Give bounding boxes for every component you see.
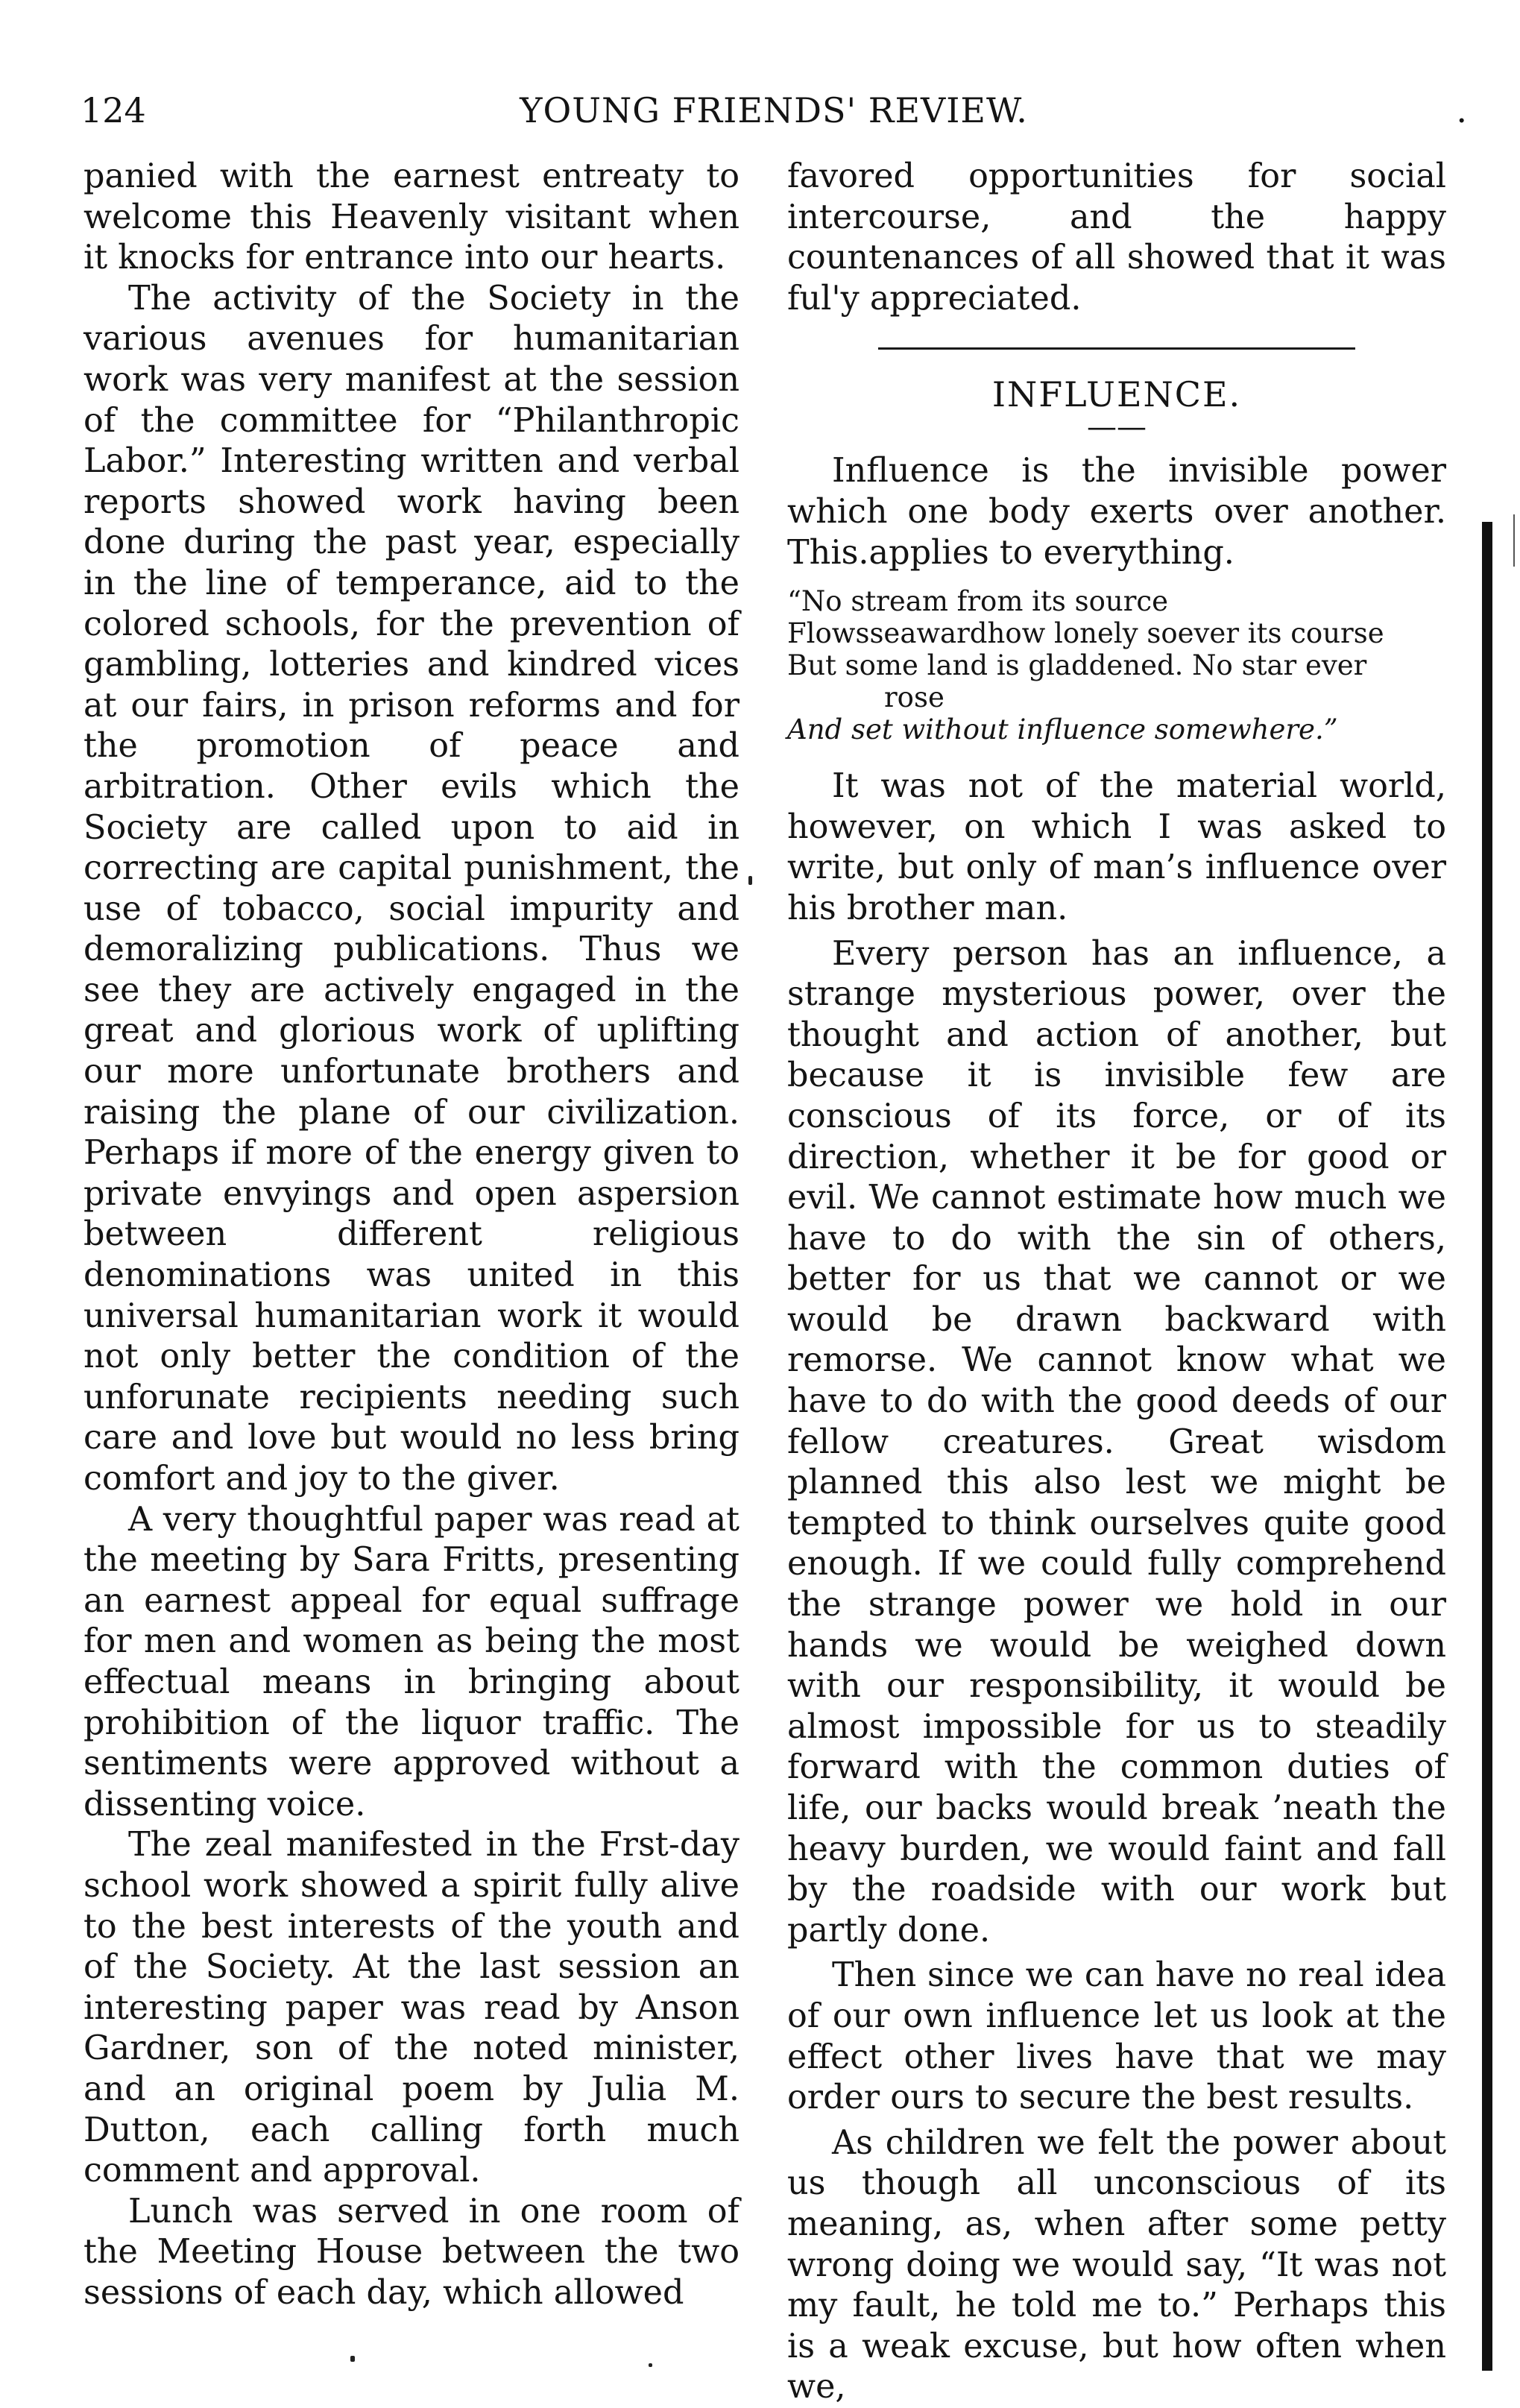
paragraph: As children we felt the power about us though all unconscious of its meaning, as, when after some petty wrong doing we would say, “It was not my fault, he told me to.” Perhaps this is a weak excuse, but how often when we, [787,2123,1446,2407]
page-header [81,88,1467,133]
poem-line: rose [884,681,945,714]
poem-quote [787,585,1446,746]
header-mark: . [1456,90,1467,130]
paragraph: The activity of the Society in the various avenues for humanitarian work was very manifest at the session of the committee for “Philanthropic Labor.” Interesting written and verbal reports showed work having been done during the past year, especially in the line of temperance, aid to the colored schools, for the prevention of gambling, lotteries and kindred vices at our fairs, in prison reforms and for the promotion of peace and arbitration. Other evils which the Society are called upon to aid in correcting are capital punishment, the use of tobacco, social impurity and demoralizing publications. Thus we see they are actively engaged in the great and glorious work of uplifting our more unfortunate brothers and raising the plane of our civilization. Perhaps if more of the energy given to private envyings and open aspersion between different religious denominations was united in this universal humanitarian work it would not only better the condition of the unforunate recipients needing such care and love but would no less bring comfort and joy to the giver. [83,279,739,1498]
poem-line: “No stream from its source [787,585,1169,618]
heading-dash: —— [1087,410,1147,445]
paragraph: Influence is the invisible power which one body exerts over another. This.applies to everything. [787,452,1446,572]
scan-edge-shadow [1482,522,1492,2371]
right-column [787,157,1446,2408]
print-speck [748,876,752,885]
poem-line: And set without influence somewhere.” [787,713,1338,746]
scan-edge-line [1513,514,1515,567]
running-title: YOUNG FRIENDS' REVIEW. [520,90,1028,130]
paragraph: Then since we can have no real idea of our own influence let us look at the effect other lives have that we may order ours to secure the best results. [787,1956,1446,2117]
print-speck [649,2363,652,2367]
paragraph: The zeal manifested in the Frst-day school work showed a spirit fully alive to the best interests of the youth and of the Society. At the last session an interesting paper was read by Anson Gardner, son of the noted minister, and an original poem by Julia M. Dutton, each calling forth much comment and approval. [83,1826,739,2190]
poem-line: Flowsseawardhow lonely soever its course [787,617,1384,650]
paragraph: A very thoughtful paper was read at the meeting by Sara Fritts, presenting an earnest appeal for equal suffrage for men and women as being the most effectual means in bringing about prohibition of the liquor traffic. The sentiments were approved without a dissenting voice. [83,1500,739,1824]
paragraph: Lunch was served in one room of the Meeting House between the two sessions of each day, which allowed [83,2192,739,2312]
paragraph: panied with the earnest entreaty to welcome this Heavenly visitant when it knocks for entrance into our hearts. [83,157,739,277]
paragraph: Every person has an influence, a strange mysterious power, over the thought and action of another, but because it is invisible few are conscious of its force, or of its direction, whether it be for good or evil. We cannot estimate how much we have to do with the sin of others, better for us that we cannot or we would be drawn backward with remorse. We cannot know what we have to do with the good deeds of our fellow creatures. Great wisdom planned this also lest we might be tempted to think ourselves quite good enough. If we could fully comprehend the strange power we hold in our hands we would be weighed down with our responsibility, it would be almost impossible for us to steadily forward with the common duties of life, our backs would break ’neath the heavy burden, we would faint and fall by the roadside with our work but partly done. [787,934,1446,1950]
page-number: 124 [81,90,146,130]
print-speck [350,2356,355,2362]
section-heading: INFLUENCE. [991,374,1242,415]
section-divider [878,347,1355,350]
left-column [83,157,739,2313]
paragraph: It was not of the material world, however, on which I was asked to write, but only of man’s influence over his brother man. [787,767,1446,927]
poem-line: But some land is gladdened. No star ever [787,649,1367,682]
paragraph: favored opportunities for social intercourse, and the happy countenances of all showed that it was ful'y appreciated. [787,157,1446,318]
